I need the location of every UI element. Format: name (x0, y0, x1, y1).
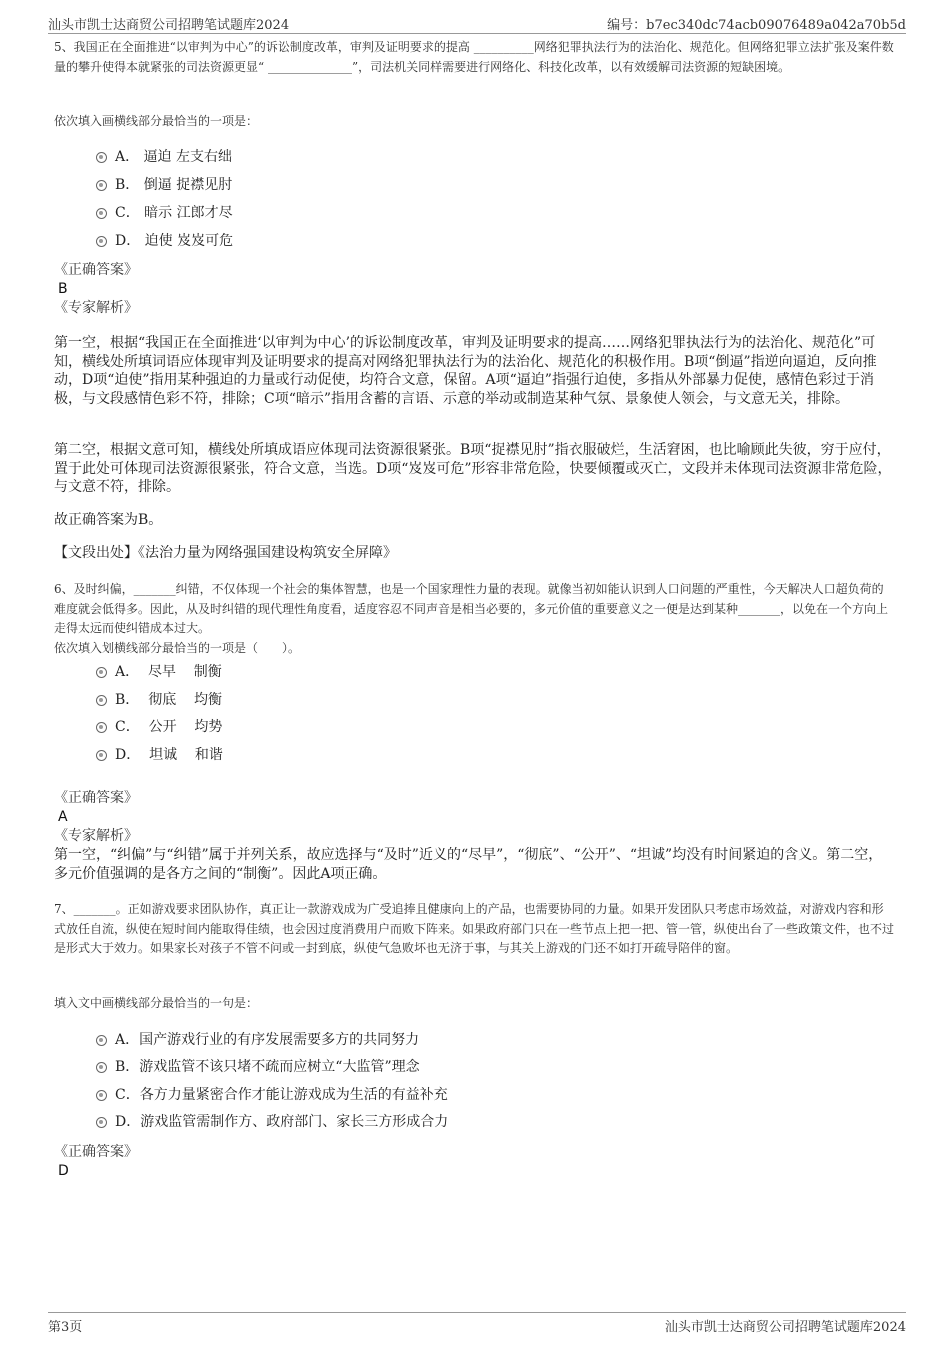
radio-icon[interactable] (96, 667, 107, 678)
answer-value: B (58, 281, 68, 297)
question-5-text: 5、我国正在全面推进“以审判为中心”的诉讼制度改革，审判及证明要求的提高 __________网络犯罪执法行为的法治化、规范化。但网络犯罪立法扩张及案件数量的攀升使得本就紧张的司法资源更显“ ______________”，司法机关同样需要进行网络化、科技化改革，以有效缓解司法资源的短缺困境。 (54, 40, 894, 74)
question-7-option-c[interactable]: C．各方力量紧密合作才能让游戏成为生活的有益补充 (96, 1085, 448, 1105)
radio-icon[interactable] (96, 695, 107, 706)
question-5-prompt: 依次填入画横线部分最恰当的一项是： (54, 114, 259, 128)
footer-title: 汕头市凯士达商贸公司招聘笔试题库2024 (664, 1320, 906, 1335)
radio-icon[interactable] (96, 1035, 107, 1046)
radio-icon[interactable] (96, 180, 107, 191)
question-7-option-b[interactable]: B．游戏监管不该只堵不疏而应树立“大监管”理念 (96, 1057, 420, 1077)
question-7-answer-section (54, 1142, 894, 1180)
question-7-text: 7、_______。正如游戏要求团队协作，真正让一款游戏成为广受追捧且健康向上的产品，也需要协同的力量。如果开发团队只考虑市场效益，对游戏内容和形式放任自流，纵使在短时间内能取得佳绩，也会因过度消费用户而败下阵来。如果政府部门只在一些节点上把一把、管一管，纵使出台了一些政策文件，也不过是形式大于效力。如果家长对孩子不管不问或一封到底，纵使气急败坏也无济于事，与其关上游戏的门还不如打开疏导陪伴的窗。 (54, 902, 895, 955)
question-6-option-c[interactable]: C． 公开 均势 (96, 717, 222, 737)
answer-label: 《正确答案》 (54, 262, 138, 278)
header-title: 汕头市凯士达商贸公司招聘笔试题库2024 (48, 18, 290, 33)
question-7-stem (54, 900, 894, 959)
question-5-option-b[interactable]: B． 倒逼 捉襟见肘 (96, 175, 232, 195)
question-6-option-b[interactable]: B． 彻底 均衡 (96, 690, 222, 710)
answer-label: 《正确答案》 (54, 1144, 138, 1160)
answer-value: D (58, 1163, 69, 1179)
question-5-analysis-p1: 第一空，根据“我国正在全面推进‘以审判为中心’的诉讼制度改革，审判及证明要求的提高……网络犯罪执法行为的法治化、规范化”可知，横线处所填词语应体现审判及证明要求的提高对网络犯罪执法行为的法治化、规范化的积极作用。B项“倒逼”指逆向逼迫，反向推动，D项“迫使”指用某种强迫的力量或行动促使，均符合文意，保留。A项“逼迫”指强行迫使，多指从外部暴力促使，感情色彩过于消极，与文段感情色彩不符，排除；C项“暗示”指用含蓄的言语、示意的举动或制造某种气氛、景象使人领会，与文意无关，排除。 (54, 335, 877, 407)
answer-label: 《正确答案》 (54, 790, 138, 806)
radio-icon[interactable] (96, 1062, 107, 1073)
question-6-stem (54, 580, 894, 658)
radio-icon[interactable] (96, 1090, 107, 1101)
radio-icon[interactable] (96, 208, 107, 219)
question-6-prompt: 依次填入划横线部分最恰当的一项是（ ）。 (54, 640, 301, 655)
question-5-answer-section (54, 260, 894, 318)
question-5-analysis-p2: 第二空，根据文意可知，横线处所填成语应体现司法资源很紧张。B项“捉襟见肘”指衣服破烂，生活窘困，也比喻顾此失彼，穷于应付，置于此处可体现司法资源很紧张，符合文意，当选。D项“岌岌可危”形容非常危险，快要倾覆或灭亡，文段并未体现司法资源非常危险，与文意不符，排除。 (54, 442, 892, 495)
radio-icon[interactable] (96, 236, 107, 247)
question-6-answer-section (54, 788, 894, 883)
question-5-option-d[interactable]: D． 迫使 岌岌可危 (96, 231, 233, 251)
question-6-analysis: 第一空，“纠偏”与“纠错”属于并列关系，故应选择与“及时”近义的“尽早”，“彻底”、“公开”、“坦诚”均没有时间紧迫的含义。第二空，多元价值强调的是各方之间的“制衡”。因此A项正确。 (54, 847, 883, 882)
question-5-conclusion: 故正确答案为B。 (54, 512, 163, 528)
page-header (48, 14, 906, 32)
question-5-option-a[interactable]: A． 逼迫 左支右绌 (96, 147, 232, 167)
question-7-prompt: 填入文中画横线部分最恰当的一句是： (54, 996, 259, 1010)
question-5-stem (54, 38, 894, 77)
radio-icon[interactable] (96, 1117, 107, 1128)
footer-divider (48, 1312, 906, 1313)
analysis-label: 《专家解析》 (54, 828, 138, 844)
answer-value: A (58, 809, 68, 825)
page-number: 第3页 (48, 1320, 83, 1335)
radio-icon[interactable] (96, 152, 107, 163)
analysis-label: 《专家解析》 (54, 300, 138, 316)
radio-icon[interactable] (96, 722, 107, 733)
question-6-option-a[interactable]: A． 尽早 制衡 (96, 662, 222, 682)
question-5-source: 【文段出处】《法治力量为网络强国建设构筑安全屏障》 (54, 545, 397, 561)
question-7-option-d[interactable]: D．游戏监管需制作方、政府部门、家长三方形成合力 (96, 1112, 448, 1132)
header-divider (48, 33, 906, 34)
question-6-option-d[interactable]: D． 坦诚 和谐 (96, 745, 223, 765)
question-7-option-a[interactable]: A．国产游戏行业的有序发展需要多方的共同努力 (96, 1030, 419, 1050)
question-6-text: 6、及时纠偏，_______纠错，不仅体现一个社会的集体智慧，也是一个国家理性力量的表现。就像当初如能认识到人口问题的严重性，今天解决人口超负荷的难度就会低得多。因此，从及时纠错的现代理性角度看，适度容忍不同声音是相当必要的，多元价值的重要意义之一便是达到某种_______，以免在一个方向上走得太远而使纠错成本过大。 (54, 582, 889, 635)
radio-icon[interactable] (96, 750, 107, 761)
header-code: 编号：b7ec340dc74acb09076489a042a70b5d (607, 18, 906, 33)
question-5-option-c[interactable]: C． 暗示 江郎才尽 (96, 203, 233, 223)
